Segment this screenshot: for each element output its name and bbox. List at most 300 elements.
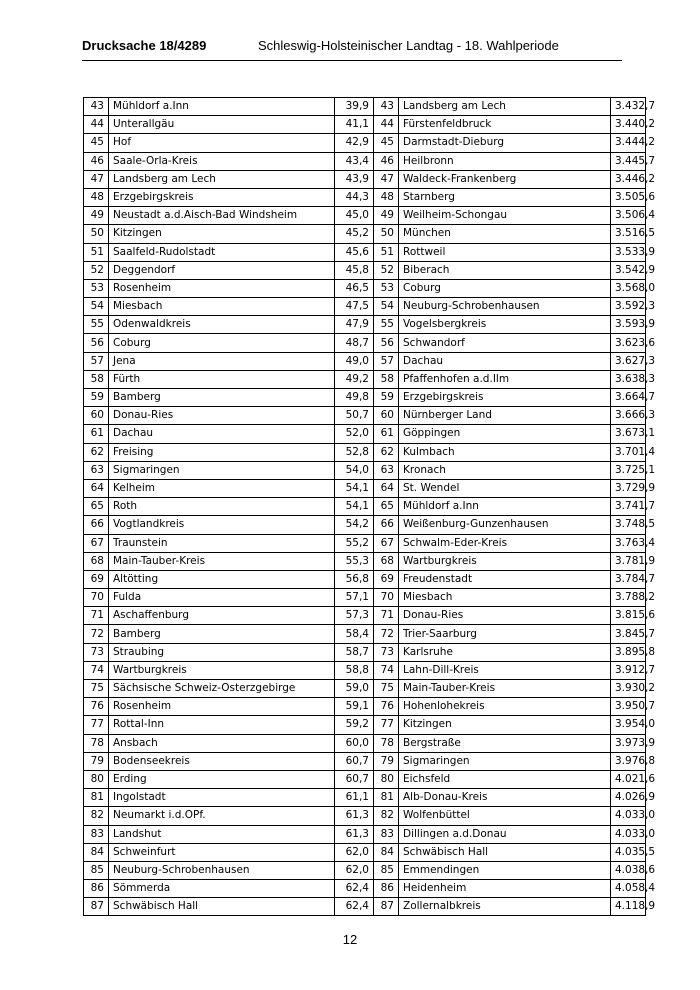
name-left-cell: Unterallgäu (109, 116, 335, 134)
value-left-cell: 44,3 (335, 188, 374, 206)
name-right-cell: St. Wendel (399, 479, 611, 497)
value-right-cell: 3.788,2 (611, 589, 646, 607)
value-left-cell: 39,9 (335, 98, 374, 116)
table-row (84, 570, 646, 588)
value-left-cell: 54,2 (335, 516, 374, 534)
value-right-cell: 3.763,4 (611, 534, 646, 552)
name-left-cell: Miesbach (109, 298, 335, 316)
value-right-cell: 3.784,7 (611, 570, 646, 588)
name-right-cell: Wolfenbüttel (399, 807, 611, 825)
rank-right-cell: 43 (374, 98, 399, 116)
rank-left-cell: 86 (84, 880, 109, 898)
name-right-cell: Bergstraße (399, 734, 611, 752)
rank-left-cell: 71 (84, 607, 109, 625)
name-left-cell: Rottal-Inn (109, 716, 335, 734)
value-right-cell: 3.664,7 (611, 389, 646, 407)
table-row (84, 152, 646, 170)
name-right-cell: München (399, 225, 611, 243)
name-right-cell: Starnberg (399, 188, 611, 206)
rank-right-cell: 71 (374, 607, 399, 625)
name-right-cell: Göppingen (399, 425, 611, 443)
rank-left-cell: 44 (84, 116, 109, 134)
rank-right-cell: 61 (374, 425, 399, 443)
rank-right-cell: 53 (374, 279, 399, 297)
rank-right-cell: 49 (374, 207, 399, 225)
name-right-cell: Kronach (399, 461, 611, 479)
rank-right-cell: 68 (374, 552, 399, 570)
rank-right-cell: 70 (374, 589, 399, 607)
name-left-cell: Fürth (109, 370, 335, 388)
table-row (84, 698, 646, 716)
rank-right-cell: 60 (374, 407, 399, 425)
rank-left-cell: 76 (84, 698, 109, 716)
name-right-cell: Rottweil (399, 243, 611, 261)
rank-right-cell: 47 (374, 170, 399, 188)
ranking-table-body (84, 98, 656, 916)
name-right-cell: Emmendingen (399, 861, 611, 879)
value-left-cell: 54,1 (335, 479, 374, 497)
value-right-cell: 3.895,8 (611, 643, 646, 661)
table-row (84, 170, 646, 188)
rank-right-cell: 52 (374, 261, 399, 279)
name-left-cell: Sächsische Schweiz-Osterzgebirge (109, 680, 335, 698)
rank-left-cell: 69 (84, 570, 109, 588)
table-row (84, 534, 646, 552)
rank-right-cell: 86 (374, 880, 399, 898)
name-left-cell: Jena (109, 352, 335, 370)
name-left-cell: Kelheim (109, 479, 335, 497)
name-right-cell: Kulmbach (399, 443, 611, 461)
name-right-cell: Kitzingen (399, 716, 611, 734)
value-left-cell: 43,9 (335, 170, 374, 188)
rank-right-cell: 51 (374, 243, 399, 261)
rank-right-cell: 64 (374, 479, 399, 497)
value-right-cell: 3.976,8 (611, 752, 646, 770)
table-row (84, 261, 646, 279)
name-left-cell: Ansbach (109, 734, 335, 752)
name-right-cell: Miesbach (399, 589, 611, 607)
value-right-cell: 3.623,6 (611, 334, 646, 352)
rank-left-cell: 73 (84, 643, 109, 661)
value-right-cell: 4.118,9 (611, 898, 646, 916)
name-left-cell: Rosenheim (109, 698, 335, 716)
value-left-cell: 50,7 (335, 407, 374, 425)
name-left-cell: Traunstein (109, 534, 335, 552)
name-right-cell: Landsberg am Lech (399, 98, 611, 116)
value-left-cell: 62,0 (335, 843, 374, 861)
rank-left-cell: 85 (84, 861, 109, 879)
table-row (84, 589, 646, 607)
value-left-cell: 45,6 (335, 243, 374, 261)
name-left-cell: Schwäbisch Hall (109, 898, 335, 916)
value-right-cell: 3.815,6 (611, 607, 646, 625)
value-right-cell: 3.748,5 (611, 516, 646, 534)
name-left-cell: Coburg (109, 334, 335, 352)
name-right-cell: Wartburgkreis (399, 552, 611, 570)
table-row (84, 861, 646, 879)
rank-right-cell: 67 (374, 534, 399, 552)
rank-left-cell: 50 (84, 225, 109, 243)
value-left-cell: 52,0 (335, 425, 374, 443)
value-left-cell: 59,1 (335, 698, 374, 716)
rank-left-cell: 84 (84, 843, 109, 861)
value-right-cell: 4.033,0 (611, 807, 646, 825)
name-left-cell: Freising (109, 443, 335, 461)
table-row (84, 98, 646, 116)
value-right-cell: 4.058,4 (611, 880, 646, 898)
rank-left-cell: 87 (84, 898, 109, 916)
name-right-cell: Alb-Donau-Kreis (399, 789, 611, 807)
table-row (84, 516, 646, 534)
rank-left-cell: 60 (84, 407, 109, 425)
name-right-cell: Donau-Ries (399, 607, 611, 625)
table-row (84, 898, 646, 916)
table-row (84, 425, 646, 443)
name-left-cell: Ingolstadt (109, 789, 335, 807)
table-row (84, 116, 646, 134)
rank-left-cell: 64 (84, 479, 109, 497)
rank-left-cell: 53 (84, 279, 109, 297)
rank-right-cell: 63 (374, 461, 399, 479)
name-left-cell: Roth (109, 498, 335, 516)
name-left-cell: Mühldorf a.Inn (109, 98, 335, 116)
value-left-cell: 49,0 (335, 352, 374, 370)
value-right-cell: 3.729,9 (611, 479, 646, 497)
name-left-cell: Hof (109, 134, 335, 152)
name-left-cell: Bamberg (109, 625, 335, 643)
table-row (84, 607, 646, 625)
rank-right-cell: 58 (374, 370, 399, 388)
rank-right-cell: 72 (374, 625, 399, 643)
value-right-cell: 3.701,4 (611, 443, 646, 461)
value-left-cell: 60,7 (335, 770, 374, 788)
name-left-cell: Rosenheim (109, 279, 335, 297)
name-right-cell: Fürstenfeldbruck (399, 116, 611, 134)
name-left-cell: Saale-Orla-Kreis (109, 152, 335, 170)
name-right-cell: Eichsfeld (399, 770, 611, 788)
name-left-cell: Landsberg am Lech (109, 170, 335, 188)
value-right-cell: 3.432,7 (611, 98, 646, 116)
table-row (84, 552, 646, 570)
header-rule (82, 60, 622, 61)
rank-left-cell: 55 (84, 316, 109, 334)
rank-right-cell: 80 (374, 770, 399, 788)
value-right-cell: 3.973,9 (611, 734, 646, 752)
name-left-cell: Bamberg (109, 389, 335, 407)
table-row (84, 243, 646, 261)
rank-left-cell: 61 (84, 425, 109, 443)
name-right-cell: Freudenstadt (399, 570, 611, 588)
name-right-cell: Main-Tauber-Kreis (399, 680, 611, 698)
value-left-cell: 54,1 (335, 498, 374, 516)
rank-right-cell: 85 (374, 861, 399, 879)
value-right-cell: 3.568,0 (611, 279, 646, 297)
value-right-cell: 3.666,3 (611, 407, 646, 425)
table-row (84, 716, 646, 734)
rank-left-cell: 48 (84, 188, 109, 206)
rank-right-cell: 44 (374, 116, 399, 134)
name-right-cell: Dillingen a.d.Donau (399, 825, 611, 843)
rank-left-cell: 54 (84, 298, 109, 316)
rank-left-cell: 82 (84, 807, 109, 825)
table-row (84, 389, 646, 407)
name-left-cell: Neuburg-Schrobenhausen (109, 861, 335, 879)
table-row (84, 134, 646, 152)
value-left-cell: 58,4 (335, 625, 374, 643)
name-left-cell: Erding (109, 770, 335, 788)
rank-right-cell: 54 (374, 298, 399, 316)
name-left-cell: Sigmaringen (109, 461, 335, 479)
name-right-cell: Waldeck-Frankenberg (399, 170, 611, 188)
value-right-cell: 4.038,6 (611, 861, 646, 879)
table-row (84, 661, 646, 679)
name-left-cell: Bodenseekreis (109, 752, 335, 770)
name-right-cell: Trier-Saarburg (399, 625, 611, 643)
name-right-cell: Biberach (399, 261, 611, 279)
value-left-cell: 49,2 (335, 370, 374, 388)
value-left-cell: 45,2 (335, 225, 374, 243)
table-row (84, 298, 646, 316)
value-right-cell: 3.673,1 (611, 425, 646, 443)
rank-left-cell: 47 (84, 170, 109, 188)
value-left-cell: 45,8 (335, 261, 374, 279)
table-row (84, 770, 646, 788)
rank-right-cell: 57 (374, 352, 399, 370)
name-left-cell: Wartburgkreis (109, 661, 335, 679)
table-row (84, 625, 646, 643)
value-left-cell: 47,9 (335, 316, 374, 334)
value-right-cell: 4.026,9 (611, 789, 646, 807)
rank-left-cell: 56 (84, 334, 109, 352)
value-right-cell: 3.638,3 (611, 370, 646, 388)
table-row (84, 407, 646, 425)
value-left-cell: 62,4 (335, 898, 374, 916)
value-left-cell: 60,0 (335, 734, 374, 752)
rank-left-cell: 58 (84, 370, 109, 388)
rank-right-cell: 59 (374, 389, 399, 407)
name-right-cell: Coburg (399, 279, 611, 297)
rank-right-cell: 74 (374, 661, 399, 679)
value-left-cell: 58,8 (335, 661, 374, 679)
table-row (84, 880, 646, 898)
value-left-cell: 45,0 (335, 207, 374, 225)
table-row (84, 643, 646, 661)
value-right-cell: 3.505,6 (611, 188, 646, 206)
name-left-cell: Saalfeld-Rudolstadt (109, 243, 335, 261)
rank-right-cell: 81 (374, 789, 399, 807)
value-right-cell: 3.533,9 (611, 243, 646, 261)
rank-left-cell: 68 (84, 552, 109, 570)
value-left-cell: 55,2 (335, 534, 374, 552)
rank-right-cell: 66 (374, 516, 399, 534)
rank-left-cell: 74 (84, 661, 109, 679)
table-row (84, 752, 646, 770)
value-left-cell: 41,1 (335, 116, 374, 134)
name-left-cell: Neumarkt i.d.OPf. (109, 807, 335, 825)
rank-left-cell: 83 (84, 825, 109, 843)
name-left-cell: Aschaffenburg (109, 607, 335, 625)
ranking-table (83, 97, 656, 916)
rank-right-cell: 79 (374, 752, 399, 770)
table-row (84, 370, 646, 388)
parliament-title: Schleswig-Holsteinischer Landtag - 18. Wahlperiode (258, 38, 559, 53)
table-row (84, 352, 646, 370)
name-left-cell: Donau-Ries (109, 407, 335, 425)
name-left-cell: Kitzingen (109, 225, 335, 243)
document-number: Drucksache 18/4289 (82, 38, 207, 53)
value-right-cell: 3.592,3 (611, 298, 646, 316)
value-left-cell: 54,0 (335, 461, 374, 479)
name-left-cell: Landshut (109, 825, 335, 843)
table-row (84, 334, 646, 352)
value-left-cell: 61,3 (335, 825, 374, 843)
value-left-cell: 56,8 (335, 570, 374, 588)
rank-right-cell: 87 (374, 898, 399, 916)
name-right-cell: Karlsruhe (399, 643, 611, 661)
rank-left-cell: 45 (84, 134, 109, 152)
value-left-cell: 57,3 (335, 607, 374, 625)
table-row (84, 188, 646, 206)
name-right-cell: Zollernalbkreis (399, 898, 611, 916)
value-right-cell: 3.950,7 (611, 698, 646, 716)
table-row (84, 279, 646, 297)
value-left-cell: 48,7 (335, 334, 374, 352)
value-right-cell: 3.845,7 (611, 625, 646, 643)
page-header (82, 38, 622, 58)
name-left-cell: Deggendorf (109, 261, 335, 279)
value-right-cell: 3.627,3 (611, 352, 646, 370)
value-right-cell: 3.542,9 (611, 261, 646, 279)
table-row (84, 443, 646, 461)
value-right-cell: 3.446,2 (611, 170, 646, 188)
rank-right-cell: 45 (374, 134, 399, 152)
name-right-cell: Neuburg-Schrobenhausen (399, 298, 611, 316)
name-right-cell: Weißenburg-Gunzenhausen (399, 516, 611, 534)
name-left-cell: Erzgebirgskreis (109, 188, 335, 206)
value-right-cell: 3.506,4 (611, 207, 646, 225)
rank-left-cell: 77 (84, 716, 109, 734)
name-left-cell: Altötting (109, 570, 335, 588)
name-right-cell: Pfaffenhofen a.d.Ilm (399, 370, 611, 388)
value-right-cell: 4.033,0 (611, 825, 646, 843)
name-right-cell: Schwandorf (399, 334, 611, 352)
value-left-cell: 57,1 (335, 589, 374, 607)
rank-left-cell: 65 (84, 498, 109, 516)
page-number: 12 (342, 932, 358, 947)
value-right-cell: 3.440,2 (611, 116, 646, 134)
rank-right-cell: 46 (374, 152, 399, 170)
table-row (84, 225, 646, 243)
rank-left-cell: 80 (84, 770, 109, 788)
table-row (84, 789, 646, 807)
rank-left-cell: 51 (84, 243, 109, 261)
rank-left-cell: 78 (84, 734, 109, 752)
value-right-cell: 3.954,0 (611, 716, 646, 734)
name-right-cell: Weilheim-Schongau (399, 207, 611, 225)
value-right-cell: 3.444,2 (611, 134, 646, 152)
value-right-cell: 3.781,9 (611, 552, 646, 570)
name-right-cell: Dachau (399, 352, 611, 370)
value-left-cell: 62,4 (335, 880, 374, 898)
rank-left-cell: 66 (84, 516, 109, 534)
value-left-cell: 49,8 (335, 389, 374, 407)
value-right-cell: 4.035,5 (611, 843, 646, 861)
rank-right-cell: 83 (374, 825, 399, 843)
name-left-cell: Odenwaldkreis (109, 316, 335, 334)
rank-right-cell: 84 (374, 843, 399, 861)
rank-left-cell: 79 (84, 752, 109, 770)
table-row (84, 807, 646, 825)
rank-left-cell: 52 (84, 261, 109, 279)
name-left-cell: Schweinfurt (109, 843, 335, 861)
value-right-cell: 3.725,1 (611, 461, 646, 479)
value-right-cell: 3.516,5 (611, 225, 646, 243)
value-left-cell: 59,2 (335, 716, 374, 734)
value-left-cell: 61,3 (335, 807, 374, 825)
table-row (84, 498, 646, 516)
table-row (84, 734, 646, 752)
value-left-cell: 58,7 (335, 643, 374, 661)
rank-left-cell: 59 (84, 389, 109, 407)
rank-right-cell: 76 (374, 698, 399, 716)
name-right-cell: Darmstadt-Dieburg (399, 134, 611, 152)
table-row (84, 479, 646, 497)
rank-right-cell: 50 (374, 225, 399, 243)
rank-right-cell: 73 (374, 643, 399, 661)
name-right-cell: Hohenlohekreis (399, 698, 611, 716)
rank-left-cell: 62 (84, 443, 109, 461)
value-right-cell: 3.741,7 (611, 498, 646, 516)
name-right-cell: Lahn-Dill-Kreis (399, 661, 611, 679)
name-right-cell: Sigmaringen (399, 752, 611, 770)
name-left-cell: Neustadt a.d.Aisch-Bad Windsheim (109, 207, 335, 225)
name-left-cell: Fulda (109, 589, 335, 607)
value-left-cell: 52,8 (335, 443, 374, 461)
name-right-cell: Nürnberger Land (399, 407, 611, 425)
name-right-cell: Erzgebirgskreis (399, 389, 611, 407)
name-left-cell: Sömmerda (109, 880, 335, 898)
name-left-cell: Dachau (109, 425, 335, 443)
rank-left-cell: 46 (84, 152, 109, 170)
value-left-cell: 43,4 (335, 152, 374, 170)
rank-left-cell: 43 (84, 98, 109, 116)
name-right-cell: Schwalm-Eder-Kreis (399, 534, 611, 552)
rank-right-cell: 69 (374, 570, 399, 588)
value-right-cell: 3.912,7 (611, 661, 646, 679)
value-right-cell: 4.021,6 (611, 770, 646, 788)
rank-right-cell: 48 (374, 188, 399, 206)
rank-left-cell: 70 (84, 589, 109, 607)
value-right-cell: 3.593,9 (611, 316, 646, 334)
name-right-cell: Vogelsbergkreis (399, 316, 611, 334)
value-left-cell: 61,1 (335, 789, 374, 807)
rank-left-cell: 67 (84, 534, 109, 552)
value-right-cell: 3.930,2 (611, 680, 646, 698)
rank-right-cell: 56 (374, 334, 399, 352)
table-row (84, 461, 646, 479)
value-left-cell: 55,3 (335, 552, 374, 570)
value-right-cell: 3.445,7 (611, 152, 646, 170)
value-left-cell: 47,5 (335, 298, 374, 316)
value-left-cell: 60,7 (335, 752, 374, 770)
rank-right-cell: 62 (374, 443, 399, 461)
table-row (84, 843, 646, 861)
rank-right-cell: 55 (374, 316, 399, 334)
value-left-cell: 62,0 (335, 861, 374, 879)
value-left-cell: 46,5 (335, 279, 374, 297)
name-left-cell: Main-Tauber-Kreis (109, 552, 335, 570)
rank-right-cell: 75 (374, 680, 399, 698)
